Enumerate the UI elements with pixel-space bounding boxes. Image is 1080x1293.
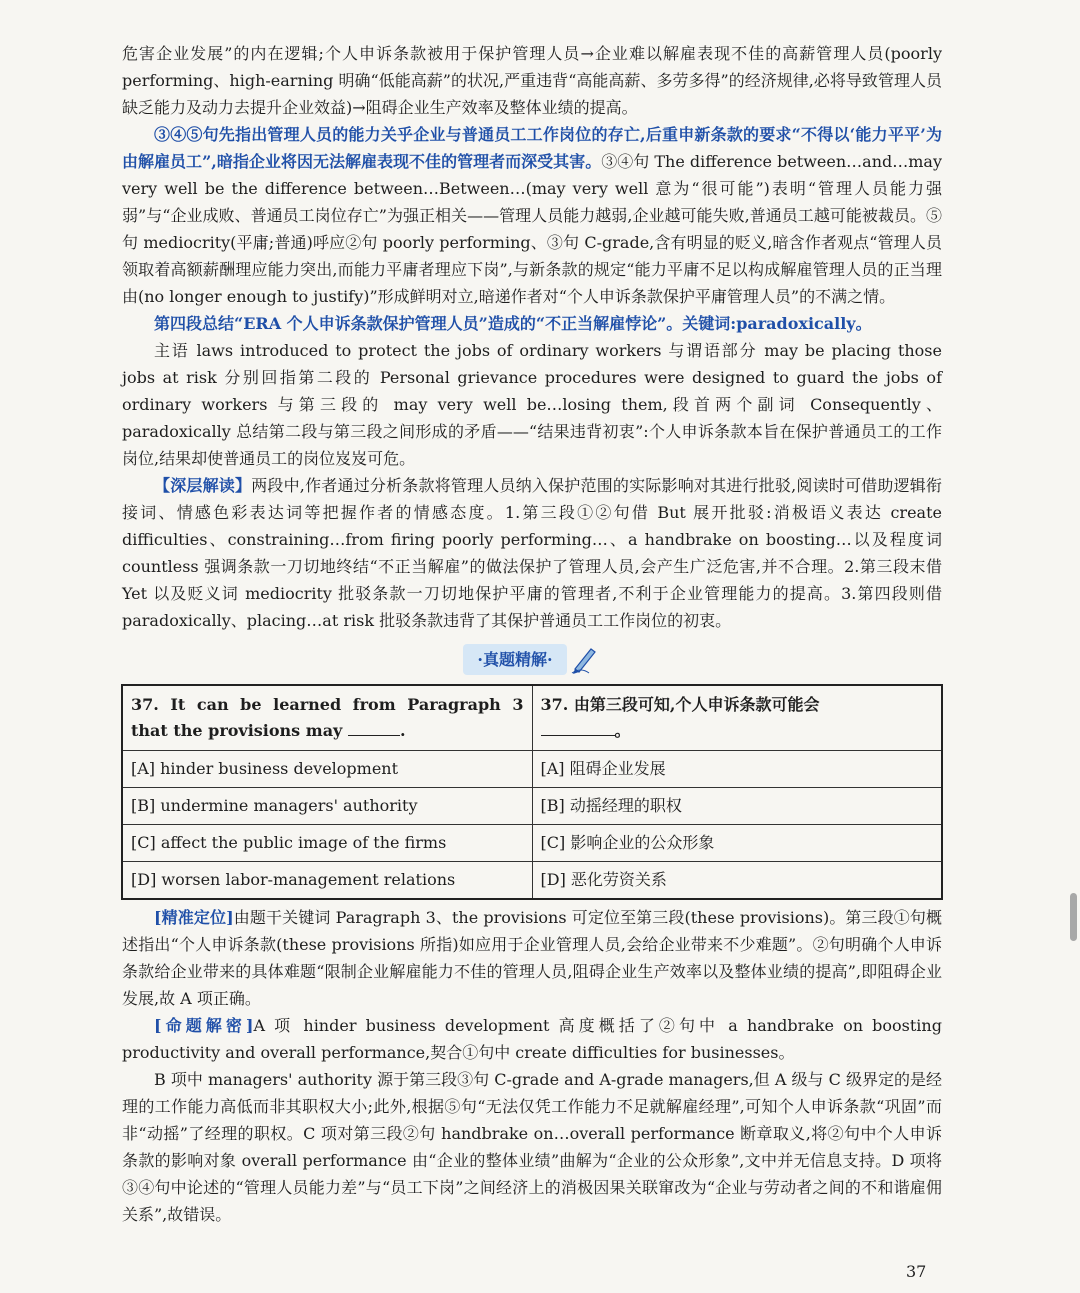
answer-locate-body: 由题干关键词 Paragraph 3、the provisions 可定位至第三段(these provisions)。第三段①句概述指出“个人申诉条款(these provisions 所指)如应用于企业管理人员,会给企业带来不少难题”。②句明确个人申诉条款给企业带来的具体难题“限制企业解雇能力不佳的管理人员,阻碍企业生产效率以及整体业绩的提高”,即阻碍企业发展,故 A 项正确。: [122, 908, 942, 1008]
option-d-zh: [D] 恶化劳资关系: [532, 862, 942, 900]
page-content: [122, 40, 942, 1228]
option-a-en: [A] hinder business development: [122, 751, 532, 788]
paragraph-analysis-body: ③④句 The difference between…and…may very well be the difference between…Between…(may very well 意为“很可能”)表明“管理人员能力强弱”与“企业成败、普通员工岗位存亡”为强正相关——管理人员能力越弱,企业越可能失败,普通员工越可能被裁员。⑤句 mediocrity(平庸;普通)呼应②句 poorly performing、③句 C-grade,含有明显的贬义,暗含作者观点“管理人员领取着高额薪酬理应能力突出,而能力平庸者理应下岗”,与新条款的规定“能力平庸不足以构成解雇管理人员的正当理由(no longer enough to justify)”形成鲜明对立,暗递作者对“个人申诉条款保护平庸管理人员”的不满之情。: [122, 152, 942, 306]
answer-decode-body: A 项 hinder business development 高度概括了②句中 a handbrake on boosting productivity and overall performance,契合①句中 create difficulties for businesses。: [122, 1016, 942, 1062]
section-title-label: ·真题精解·: [463, 644, 566, 675]
paragraph-top: 危害企业发展”的内在逻辑;个人申诉条款被用于保护管理人员→企业难以解雇表现不佳的高薪管理人员(poorly performing、high-earning 明确“低能高薪”的状况,严重违背“高能高薪、多劳多得”的经济规律,必将导致管理人员缺乏能力及动力去提升企业效益)→阻碍企业生产效率及整体业绩的提高。: [122, 44, 942, 117]
option-row-c: [122, 825, 942, 862]
option-row-b: [122, 788, 942, 825]
question-stem-row: [122, 685, 942, 751]
paragraph-grammar: 主语 laws introduced to protect the jobs of ordinary workers 与谓语部分 may be placing those jobs at risk 分别回指第二段的 Personal grievance procedures were designed to guard the jobs of ordinary workers 与第三段的 may very well be…losing them,段首两个副词 Consequently、paradoxically 总结第二段与第三段之间形成的矛盾——“结果违背初衷”:个人申诉条款本旨在保护普通员工的工作岗位,结果却使普通员工的岗位岌岌可危。: [122, 341, 942, 468]
pen-icon: [569, 643, 601, 675]
question-stem-zh-text: 37. 由第三段可知,个人申诉条款可能会: [540, 695, 820, 714]
answer-blank-zh: [541, 721, 615, 736]
option-b-zh: [B] 动摇经理的职权: [532, 788, 942, 825]
paragraph-analysis-highlight: ③④⑤句先指出管理人员的能力关乎企业与普通员工工作岗位的存亡,后重申新条款的要求“不得以‘能力平平’为由解雇员工”,暗指企业将因无法解雇表现不佳的管理者而深受其害。: [122, 125, 942, 171]
option-a-zh: [A] 阻碍企业发展: [532, 751, 942, 788]
option-c-zh: [C] 影响企业的公众形象: [532, 825, 942, 862]
deep-reading-body: 两段中,作者通过分析条款将管理人员纳入保护范围的实际影响对其进行批驳,阅读时可借助逻辑衔接词、情感色彩表达词等把握作者的情感态度。1.第三段①②句借 But 展开批驳:消极语义表达 create difficulties、constraining…from firing poorly performing…、a handbrake on boosting…以及程度词 countless 强调条款一刀切地终结“不正当解雇”的做法保护了管理人员,会产生广泛危害,并不合理。2.第三段末借 Yet 以及贬义词 mediocrity 批驳条款一刀切地保护平庸的管理者,不利于企业管理能力的提高。3.第四段则借 paradoxically、placing…at risk 批驳条款违背了其保护普通员工工作岗位的初衷。: [122, 476, 942, 630]
question-stem-en-text: 37. It can be learned from Paragraph 3 that the provisions may: [131, 695, 524, 740]
question-stem-zh: 37. 由第三段可知,个人申诉条款可能会 。: [532, 685, 942, 751]
answer-locate-tag: [精准定位]: [154, 908, 234, 927]
scrollbar-thumb[interactable]: [1070, 893, 1077, 941]
option-b-en: [B] undermine managers' authority: [122, 788, 532, 825]
paragraph-analysis: [122, 121, 942, 310]
answer-decode: [122, 1012, 942, 1066]
question-stem-en: 37. It can be learned from Paragraph 3 that the provisions may .: [122, 685, 532, 751]
answer-decode-tag: [命题解密]: [154, 1016, 254, 1035]
page-number: 37: [906, 1262, 927, 1281]
deep-reading-tag: 【深层解读】: [154, 476, 252, 495]
paragraph-summary: 第四段总结“ERA 个人申诉条款保护管理人员”造成的“不正当解雇悖论”。关键词:paradoxically。: [154, 314, 872, 333]
answer-blank: [348, 721, 400, 736]
option-row-d: [122, 862, 942, 900]
option-row-a: [122, 751, 942, 788]
option-c-en: [C] affect the public image of the firms: [122, 825, 532, 862]
section-title: [122, 640, 942, 678]
answer-distractors: B 项中 managers' authority 源于第三段③句 C-grade and A-grade managers,但 A 级与 C 级界定的是经理的工作能力高低而非其职权大小;此外,根据⑤句“无法仅凭工作能力不足就解雇经理”,可知个人申诉条款“巩固”而非“动摇”了经理的职权。C 项对第三段②句 handbrake on…overall performance 断章取义,将②句中个人申诉条款的影响对象 overall performance 由“企业的整体业绩”曲解为“企业的公众形象”,文中并无信息支持。D 项将③④句中论述的“管理人员能力差”与“员工下岗”之间经济上的消极因果关联窜改为“企业与劳动者之间的不和谐雇佣关系”,故错误。: [122, 1070, 942, 1224]
option-d-en: [D] worsen labor-management relations: [122, 862, 532, 900]
paragraph-deep-reading: [122, 472, 942, 634]
answer-locate: [122, 904, 942, 1012]
question-table: [121, 684, 943, 900]
